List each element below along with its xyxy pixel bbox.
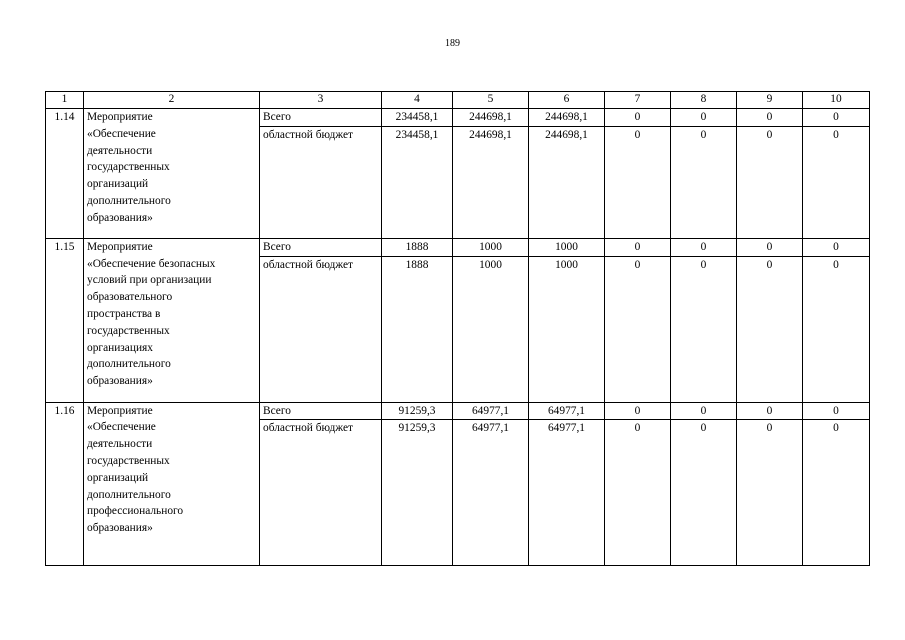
event-name-line: «Обеспечение: [87, 421, 156, 434]
value-cell: 1000: [453, 256, 529, 402]
value-cell: 234458,1: [382, 109, 453, 127]
value-cell: 244698,1: [453, 126, 529, 238]
event-name-line: образования»: [87, 522, 153, 535]
table-row: [46, 402, 870, 420]
value-cell: 0: [737, 109, 803, 127]
value-cell: 0: [605, 238, 671, 256]
event-name-line: организациях: [87, 341, 153, 354]
value-cell: 1000: [529, 256, 605, 402]
column-header: 10: [803, 92, 870, 109]
value-cell: 0: [671, 402, 737, 420]
column-header: 5: [453, 92, 529, 109]
column-number-row: [46, 92, 870, 109]
event-name-line: деятельности: [87, 438, 153, 451]
event-name-line: «Обеспечение безопасных: [87, 257, 216, 270]
value-cell: 244698,1: [453, 109, 529, 127]
event-name-line: организаций: [87, 471, 149, 484]
value-cell: 244698,1: [529, 109, 605, 127]
value-cell: 0: [671, 126, 737, 238]
value-cell: 0: [803, 402, 870, 420]
value-cell: 0: [803, 256, 870, 402]
value-cell: 0: [605, 126, 671, 238]
value-cell: 244698,1: [529, 126, 605, 238]
event-name-line: дополнительного: [87, 358, 171, 371]
value-cell: 0: [737, 126, 803, 238]
value-cell: 0: [671, 238, 737, 256]
value-cell: 234458,1: [382, 126, 453, 238]
event-name-line: образования»: [87, 211, 153, 224]
event-name-line: Мероприятие: [87, 404, 153, 417]
value-cell: 0: [803, 126, 870, 238]
event-name-line: государственных: [87, 161, 170, 174]
event-name-line: условий при организации: [87, 274, 212, 287]
value-cell: 1888: [382, 238, 453, 256]
page-number: 189: [445, 38, 460, 49]
event-name-line: образования»: [87, 375, 153, 388]
value-cell: 0: [803, 420, 870, 566]
value-cell: 0: [605, 256, 671, 402]
value-cell: 64977,1: [529, 402, 605, 420]
value-cell: 0: [803, 238, 870, 256]
event-name-line: профессионального: [87, 505, 184, 518]
value-cell: 91259,3: [382, 402, 453, 420]
event-name: [84, 109, 260, 239]
column-header: 9: [737, 92, 803, 109]
value-cell: 0: [671, 420, 737, 566]
column-header: 2: [84, 92, 260, 109]
event-id: 1.16: [46, 402, 84, 566]
column-header: 7: [605, 92, 671, 109]
event-name-line: государственных: [87, 454, 170, 467]
value-cell: 64977,1: [453, 402, 529, 420]
column-header: 1: [46, 92, 84, 109]
event-name: [84, 238, 260, 402]
value-cell: 0: [605, 402, 671, 420]
value-cell: 0: [605, 420, 671, 566]
budget-table: [45, 91, 870, 566]
funding-source-total: Всего: [260, 109, 382, 127]
event-id: 1.15: [46, 238, 84, 402]
funding-source-total: Всего: [260, 238, 382, 256]
funding-source-total: Всего: [260, 402, 382, 420]
event-name-line: дополнительного: [87, 194, 171, 207]
column-header: 4: [382, 92, 453, 109]
event-name: [84, 402, 260, 566]
event-name-line: «Обеспечение: [87, 127, 156, 140]
value-cell: 1888: [382, 256, 453, 402]
column-header: 8: [671, 92, 737, 109]
event-name-line: деятельности: [87, 144, 153, 157]
value-cell: 0: [803, 109, 870, 127]
funding-source-regional: областной бюджет: [260, 126, 382, 238]
column-header: 6: [529, 92, 605, 109]
event-name-line: государственных: [87, 324, 170, 337]
event-name-line: пространства в: [87, 307, 161, 320]
funding-source-regional: областной бюджет: [260, 420, 382, 566]
value-cell: 64977,1: [453, 420, 529, 566]
value-cell: 0: [737, 256, 803, 402]
value-cell: 0: [671, 256, 737, 402]
value-cell: 0: [737, 402, 803, 420]
value-cell: 1000: [529, 238, 605, 256]
table-row: [46, 109, 870, 127]
value-cell: 64977,1: [529, 420, 605, 566]
column-header: 3: [260, 92, 382, 109]
event-name-line: образовательного: [87, 291, 173, 304]
table-row: [46, 238, 870, 256]
funding-source-regional: областной бюджет: [260, 256, 382, 402]
value-cell: 0: [605, 109, 671, 127]
value-cell: 91259,3: [382, 420, 453, 566]
value-cell: 0: [737, 238, 803, 256]
value-cell: 0: [737, 420, 803, 566]
event-name-line: Мероприятие: [87, 240, 153, 253]
event-name-line: дополнительного: [87, 488, 171, 501]
event-name-line: Мероприятие: [87, 111, 153, 123]
value-cell: 0: [671, 109, 737, 127]
event-id: 1.14: [46, 109, 84, 239]
value-cell: 1000: [453, 238, 529, 256]
event-name-line: организаций: [87, 178, 149, 191]
